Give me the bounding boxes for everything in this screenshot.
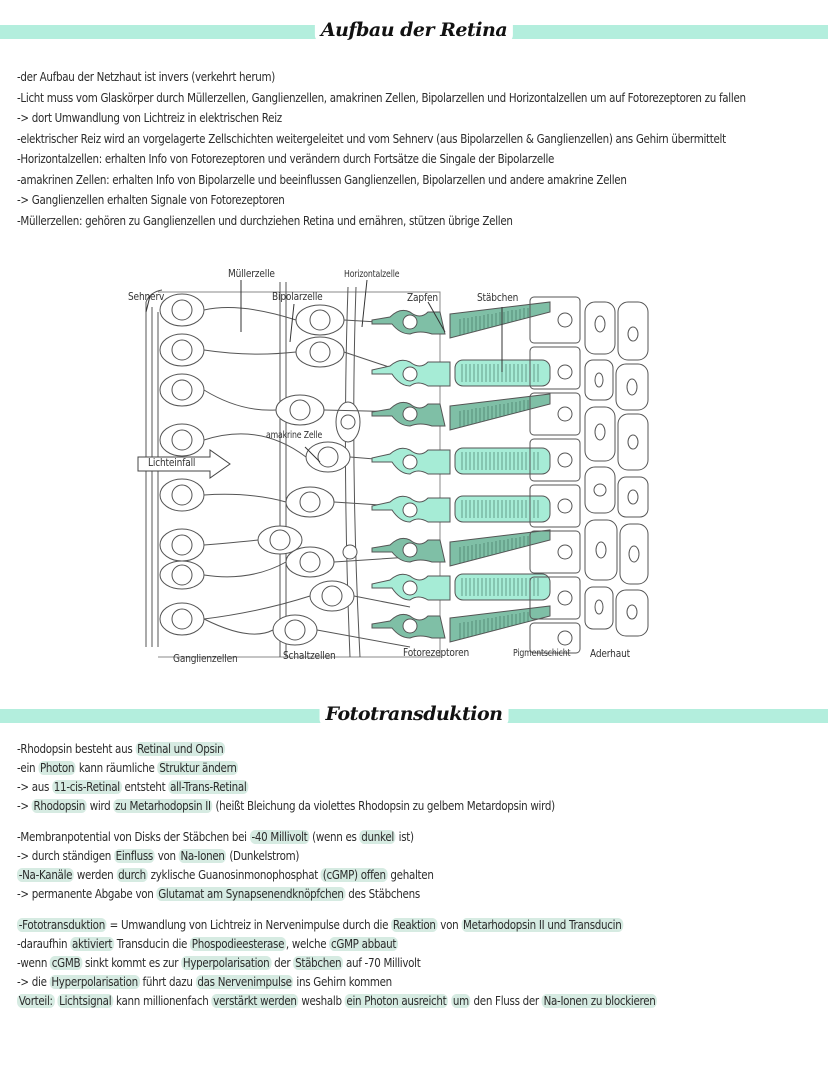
highlighted-term: Reaktion (392, 918, 436, 932)
note-line (17, 866, 657, 885)
note-text: -ein (17, 761, 39, 775)
note-text: sinkt kommt es zur (81, 956, 182, 970)
highlighted-term: Lichtsignal (59, 994, 112, 1008)
highlighted-term: um (452, 994, 469, 1008)
highlighted-term: aktiviert (71, 937, 113, 951)
note-text: von (437, 918, 462, 932)
highlighted-term: Hyperpolarisation (182, 956, 270, 970)
label-muellerzelle: Müllerzelle (228, 267, 275, 280)
highlighted-term: ein Photon ausreicht (346, 994, 447, 1008)
label-schaltzellen: Schaltzellen (283, 649, 336, 662)
note-line: -der Aufbau der Netzhaut ist invers (verkehrt herum) (17, 70, 275, 84)
note-text: (heißt Bleichung da violettes Rhodopsin zu gelbem Metardopsin wird) (212, 799, 555, 813)
highlighted-term: all-Trans-Retinal (170, 780, 247, 794)
note-text: wird (86, 799, 114, 813)
note-text: zyklische Guanosinmonophosphat (147, 868, 321, 882)
highlighted-term: das Nervenimpulse (197, 975, 292, 989)
note-text: auf -70 Millivolt (342, 956, 421, 970)
note-text: -Rhodopsin besteht aus (17, 742, 136, 756)
highlighted-term: dunkel (361, 830, 394, 844)
note-text: kann räumliche (75, 761, 158, 775)
section-title: Aufbau der Retina (315, 17, 513, 43)
note-text: führt dazu (139, 975, 196, 989)
note-text: (wenn es (309, 830, 360, 844)
note-text: , welche (285, 937, 330, 951)
highlighted-term: cGMB (51, 956, 81, 970)
note-line: -> dort Umwandlung von Lichtreiz in elektrischen Reiz (17, 111, 282, 125)
note-line (17, 797, 657, 816)
highlighted-term: 11-cis-Retinal (53, 780, 120, 794)
label-lichteinfall: Lichteinfall (148, 456, 196, 469)
highlighted-term: -Fototransduktion (18, 918, 105, 932)
note-text: -> durch ständigen (17, 849, 114, 863)
note-text: -daraufhin (17, 937, 71, 951)
highlighted-term: durch (118, 868, 146, 882)
highlighted-term: Stäbchen (295, 956, 342, 970)
note-text: entsteht (121, 780, 169, 794)
highlighted-term: Retinal und Opsin (137, 742, 224, 756)
highlighted-term: verstärkt werden (213, 994, 297, 1008)
highlighted-term: Na-Ionen zu blockieren (543, 994, 656, 1008)
note-line (17, 954, 657, 973)
note-text: -wenn (17, 956, 51, 970)
note-text: -> permanente Abgabe von (17, 887, 157, 901)
note-line: -Müllerzellen: gehören zu Ganglienzellen und durchziehen Retina und ernähren, stützen übrige Zellen (17, 213, 513, 228)
note-text: (Dunkelstrom) (226, 849, 300, 863)
note-line: -amakrinen Zellen: erhalten Info von Bipolarzelle und beeinflussen Ganglienzellen, Bipolarzellen und andere amakrine Zellen (17, 172, 627, 187)
label-horizontalzelle: Horizontalzelle (344, 269, 400, 280)
section-header-fototransduktion (0, 703, 828, 725)
label-aderhaut: Aderhaut (590, 647, 631, 660)
highlighted-term: Phospodieesterase (191, 937, 285, 951)
note-text: den Fluss der (470, 994, 542, 1008)
note-text: des Stäbchens (345, 887, 420, 901)
note-line (17, 847, 657, 866)
note-text: werden (73, 868, 117, 882)
label-amakrine-zelle: amakrine Zelle (266, 430, 323, 441)
note-text: kann millionenfach (112, 994, 212, 1008)
note-line: -elektrischer Reiz wird an vorgelagerte Zellschichten weitergeleitet und vom Sehnerv (aus Bipolarzellen & Ganglienzellen) ans Gehirn übermittelt (17, 131, 726, 146)
note-line (17, 885, 657, 904)
note-text: gehalten (387, 868, 434, 882)
highlighted-term: Metarhodopsin II und Transducin (463, 918, 622, 932)
label-bipolarzelle: Bipolarzelle (272, 290, 323, 303)
label-ganglienzellen: Ganglienzellen (173, 652, 238, 665)
highlighted-term: Hyperpolarisation (51, 975, 138, 989)
highlighted-term: Glutamat am Synapsenendknöpfchen (158, 887, 344, 901)
highlighted-term: Photon (39, 761, 75, 775)
note-line (17, 992, 657, 1011)
highlighted-term: Vorteil: (18, 994, 53, 1008)
notes-aufbau (17, 67, 828, 231)
highlighted-term: (cGMP) offen (322, 868, 386, 882)
note-line: -Horizontalzellen: erhalten Info von Fotorezeptoren und verändern durch Fortsätze die Singale der Bipolarzelle (17, 152, 555, 166)
label-fotorezeptoren: Fotorezeptoren (403, 646, 470, 659)
note-line (17, 759, 657, 778)
section-header-aufbau (0, 19, 828, 41)
note-text: von (154, 849, 179, 863)
section-title: Fototransduktion (320, 701, 509, 727)
label-zapfen: Zapfen (407, 291, 438, 304)
note-line (17, 973, 657, 992)
note-text: -> (17, 799, 32, 813)
note-text: Transducin die (113, 937, 191, 951)
note-text: der (271, 956, 294, 970)
note-text: -Membranpotential von Disks der Stäbchen bei (17, 830, 250, 844)
note-gap (17, 816, 657, 828)
note-text: -> die (17, 975, 50, 989)
highlighted-term: -40 Millivolt (251, 830, 308, 844)
highlighted-term: cGMP abbaut (330, 937, 397, 951)
label-pigmentschicht: Pigmentschicht (513, 648, 571, 659)
note-line (17, 828, 657, 847)
note-line: -> Ganglienzellen erhalten Signale von Fotorezeptoren (17, 193, 285, 207)
highlighted-term: -Na-Kanäle (18, 868, 73, 882)
note-text: weshalb (298, 994, 345, 1008)
note-text: ins Gehirn kommen (293, 975, 392, 989)
notes-fototransduktion (17, 740, 761, 1011)
note-gap (17, 904, 657, 916)
label-sehnerv: Sehnerv (128, 290, 165, 303)
note-text: ist) (395, 830, 414, 844)
retina-diagram (110, 262, 670, 672)
highlighted-term: zu Metarhodopsin II (115, 799, 211, 813)
note-line (17, 740, 657, 759)
note-line (17, 935, 657, 954)
highlighted-term: Na-Ionen (180, 849, 225, 863)
note-text: -> aus (17, 780, 53, 794)
label-stabchen: Stäbchen (477, 291, 519, 304)
highlighted-term: Einfluss (115, 849, 154, 863)
note-line (17, 916, 657, 935)
note-line (17, 778, 657, 797)
highlighted-term: Rhodopsin (33, 799, 85, 813)
note-text: = Umwandlung von Lichtreiz in Nervenimpulse durch die (106, 918, 392, 932)
note-line: -Licht muss vom Glaskörper durch Müllerzellen, Ganglienzellen, amakrinen Zellen, Bipolarzellen und Horizontalzellen um auf Fotorezeptoren zu fallen (17, 90, 746, 105)
highlighted-term: Struktur ändern (159, 761, 237, 775)
